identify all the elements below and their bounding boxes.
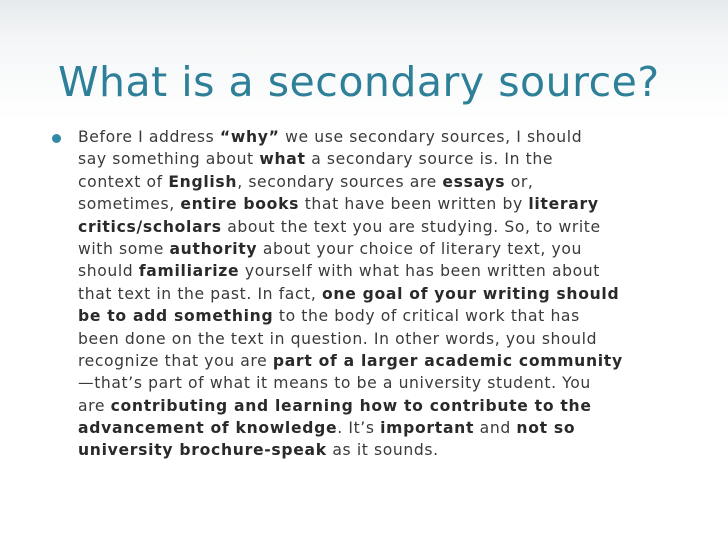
paragraph-line <box>78 193 698 215</box>
paragraph-line <box>78 148 698 170</box>
paragraph-line <box>78 216 698 238</box>
text-segment: , secondary sources are <box>237 172 443 191</box>
emphasized-text: essays <box>442 172 506 191</box>
text-segment: Before I address <box>78 128 220 146</box>
text-segment: that text in the past. In fact, <box>78 284 322 303</box>
text-segment: say something about <box>78 150 260 169</box>
text-segment: about the text you are studying. So, to write <box>221 217 601 236</box>
emphasized-text: one goal of your writing should <box>321 284 620 303</box>
text-segment: to the body of critical work that has <box>273 307 580 326</box>
paragraph-line <box>78 372 698 394</box>
text-segment: with some <box>78 239 170 258</box>
text-segment: that have been written by <box>299 195 529 214</box>
emphasized-text: part of a larger academic community <box>272 351 623 370</box>
text-segment: sometimes, <box>78 195 181 214</box>
bullet-paragraph <box>78 126 698 462</box>
paragraph-line <box>78 238 698 260</box>
paragraph-line <box>78 439 698 461</box>
text-segment: been done on the text in question. In other words, you should <box>78 329 598 348</box>
emphasized-text: what <box>259 150 306 169</box>
emphasized-text: literary <box>528 195 599 214</box>
slide-title: What is a secondary source? <box>58 58 660 106</box>
text-segment: yourself with what has been written about <box>239 262 600 281</box>
emphasized-text: be to add something <box>78 307 274 326</box>
emphasized-text: authority <box>169 239 258 258</box>
text-segment: we use secondary sources, I should <box>279 128 583 146</box>
paragraph-line <box>78 283 698 305</box>
paragraph-line <box>78 417 698 439</box>
emphasized-text: university brochure-speak <box>78 441 327 460</box>
text-segment: context of <box>78 172 169 191</box>
paragraph-line <box>78 126 698 148</box>
emphasized-text: critics/scholars <box>78 217 222 236</box>
text-segment: are <box>78 396 111 415</box>
text-segment: as it sounds. <box>326 441 439 460</box>
emphasized-text: contributing and learning how to contribute to the <box>110 396 592 415</box>
paragraph-line <box>78 305 698 327</box>
text-segment: about your choice of literary text, you <box>257 239 582 258</box>
text-segment: or, <box>505 172 534 191</box>
text-segment: and <box>474 419 517 438</box>
text-segment: a secondary source is. In the <box>305 150 554 169</box>
emphasized-text: entire books <box>180 195 300 214</box>
paragraph-line <box>78 395 698 417</box>
emphasized-text: English <box>168 172 238 191</box>
paragraph-line <box>78 328 698 350</box>
text-segment: —that’s part of what it means to be a university student. You <box>78 374 591 393</box>
text-segment: should <box>78 262 139 281</box>
paragraph-line <box>78 350 698 372</box>
emphasized-text: “why” <box>219 128 280 146</box>
emphasized-text: not so <box>516 419 576 438</box>
bullet-icon <box>52 134 61 143</box>
emphasized-text: advancement of knowledge <box>78 419 338 438</box>
paragraph-line <box>78 260 698 282</box>
paragraph-line <box>78 171 698 193</box>
text-segment: . It’s <box>337 419 381 438</box>
emphasized-text: familiarize <box>138 262 240 281</box>
emphasized-text: important <box>380 419 475 438</box>
text-segment: recognize that you are <box>78 351 273 370</box>
